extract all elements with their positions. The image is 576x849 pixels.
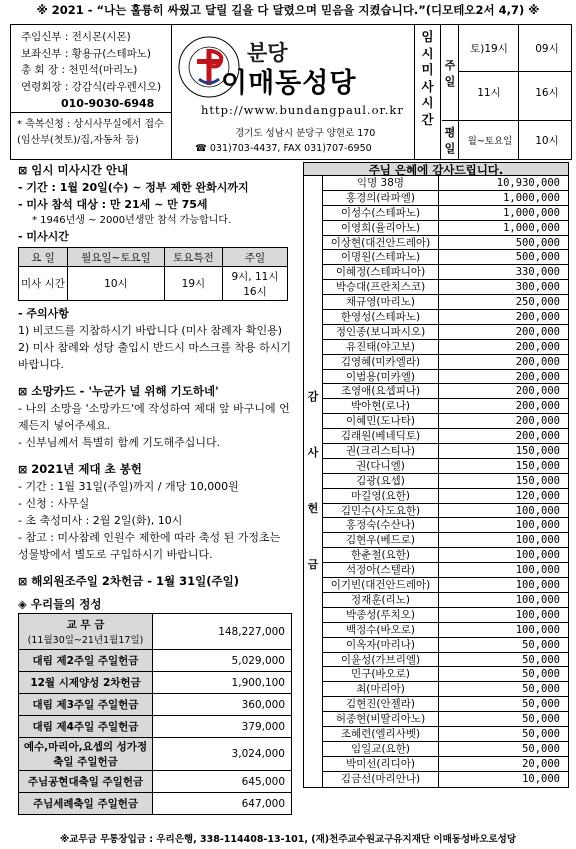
sunday-slot-3: 11시: [477, 87, 501, 99]
parish-phone: ☎ 031)703-4437, FAX 031)707-6950: [195, 143, 372, 154]
donation-amount: 100,000: [515, 534, 560, 547]
office-notice: [11, 112, 171, 149]
parish-url[interactable]: http://www.bundangpaul.or.kr: [201, 103, 404, 117]
temp-mass-birthyears: * 1946년생 ~ 2000년생만 참석 가능합니다.: [32, 215, 232, 226]
donations-panel: [303, 162, 569, 788]
donation-amount: 10,000: [522, 772, 560, 785]
donation-amount: 150,000: [515, 474, 560, 487]
offering-amount-0: 148,227,000: [153, 614, 292, 650]
donor-name: 마길영(요한): [323, 489, 439, 503]
donor-name: 허종현(비딸리아노): [323, 712, 439, 726]
donation-amount: 1,000,000: [503, 221, 560, 234]
offering-amount-6: 645,000: [153, 771, 292, 793]
offering-label-4: 대림 제4주일 주일헌금: [19, 716, 153, 738]
donation-amount: 50,000: [522, 727, 560, 740]
donation-amount: 1,000,000: [503, 206, 560, 219]
office-notice-line2: (임산부(첫토)/집,자동차 등): [17, 135, 139, 146]
donation-row: [323, 712, 568, 727]
donor-name: 이상현(대건안드레아): [323, 236, 439, 250]
offering-label-1: 대림 제2주일 주일헌금: [19, 650, 153, 672]
offering-amount-3: 360,000: [153, 694, 292, 716]
donation-amount: 200,000: [515, 311, 560, 324]
donation-amount: 200,000: [515, 370, 560, 383]
donation-amount: 150,000: [515, 445, 560, 458]
donation-amount: 50,000: [522, 713, 560, 726]
weekday-time: 10시: [535, 135, 559, 147]
donation-row: [323, 310, 568, 325]
offering-amount-5: 3,024,000: [153, 738, 292, 771]
donation-row: [323, 295, 568, 310]
donor-name: 이윤성(가브리엘): [323, 653, 439, 667]
donor-name: 채규영(마리노): [323, 295, 439, 309]
sched-header-day: 요 일: [19, 248, 68, 267]
donation-amount: 50,000: [522, 683, 560, 696]
donation-amount: 50,000: [522, 698, 560, 711]
donation-row: [323, 667, 568, 682]
donation-amount: 200,000: [515, 340, 560, 353]
donor-name: 김래원(베네딕토): [323, 429, 439, 443]
donation-row: [323, 623, 568, 638]
donation-row: [323, 578, 568, 593]
section-offerings: ◈ 우리들의 정성: [18, 597, 102, 611]
temp-mass-period: - 기간 : 1월 20일(수) ~ 정부 제한 완화시까지: [18, 181, 249, 194]
donor-name: 이영희(율리아노): [323, 221, 439, 235]
donor-name: 석정아(스텔라): [323, 563, 439, 577]
donation-amount: 500,000: [515, 251, 560, 264]
sunday-slot-1: 토)19시: [470, 43, 508, 55]
donor-name: 조혜련(엘리사벳): [323, 727, 439, 741]
donor-name: 한영성(스테파노): [323, 310, 439, 324]
parish-address: 경기도 성남시 분당구 양현로 170: [235, 128, 376, 139]
donation-amount: 250,000: [515, 296, 560, 309]
sched-weekday-time: 10시: [68, 267, 165, 301]
parish-name-short: 분당: [247, 41, 288, 65]
donation-row: [323, 504, 568, 519]
donor-name: 김영혜(미카엘라): [323, 355, 439, 369]
donor-name: 박승대(프란치스코): [323, 280, 439, 294]
donation-row: [323, 697, 568, 712]
candle-apply: - 신청 : 사무실: [18, 497, 90, 510]
donation-amount: 1,000,000: [503, 191, 560, 204]
offering-label-3: 대림 제3주일 주일헌금: [19, 694, 153, 716]
donation-row: [323, 608, 568, 623]
donation-amount: 100,000: [515, 579, 560, 592]
donation-row: [323, 176, 568, 191]
donor-name: 김현우(베드로): [323, 533, 439, 547]
staff-assistant: 보좌신부 : 황용규(스테파노): [21, 47, 151, 60]
donation-amount: 300,000: [515, 281, 560, 294]
donor-name: 이옥자(마리나): [323, 638, 439, 652]
donation-row: [323, 399, 568, 414]
candle-note: - 참고 : 미사참례 인원수 제한에 따라 축성 된 가정초는 성물방에서 별도로 구입하시기 바랍니다.: [18, 531, 281, 561]
donation-amount: 200,000: [515, 430, 560, 443]
donation-row: [323, 384, 568, 399]
mass-schedule-table: [18, 247, 288, 301]
donor-name: 김금선(마리안나): [323, 772, 439, 787]
donation-row: [323, 340, 568, 355]
donor-name: 권(다니엘): [323, 459, 439, 473]
donation-amount: 120,000: [515, 489, 560, 502]
donation-row: [323, 772, 568, 787]
donation-amount: 100,000: [515, 608, 560, 621]
donor-name: 한춘철(요한): [323, 548, 439, 562]
donations-title: 주님 은혜에 감사드립니다.: [303, 162, 569, 176]
weekday-label: 평 일: [442, 121, 459, 159]
donation-amount: 100,000: [515, 504, 560, 517]
footer-account-info: ※교무금 무통장입금 : 우리은행, 338-114408-13-101, (재)천주교수원교구유지재단 이매동성바오로성당: [60, 834, 516, 845]
donation-amount: 10,930,000: [496, 177, 560, 189]
temp-mass-times-heading: - 미사시간: [18, 230, 69, 243]
offering-amount-4: 379,000: [153, 716, 292, 738]
staff-funeral: 연령회장 : 강감식(라우렌시오): [21, 80, 162, 93]
weekday-days: 월~토요일: [467, 136, 513, 147]
donor-name: 이명원(스테파노): [323, 250, 439, 264]
donor-name: 권(크리스티나): [323, 444, 439, 458]
donor-name: 박아현(로나): [323, 399, 439, 413]
donation-row: [323, 742, 568, 757]
donation-row: [323, 563, 568, 578]
sched-header-saturday: 토요특전: [164, 248, 222, 267]
donation-amount: 50,000: [522, 653, 560, 666]
donation-row: [323, 459, 568, 474]
sched-header-sunday: 주일: [223, 248, 288, 267]
donation-row: [323, 444, 568, 459]
donor-name: 이혜민(도나타): [323, 414, 439, 428]
sunday-slot-4: 16시: [535, 87, 559, 99]
donation-amount: 50,000: [522, 742, 560, 755]
offering-label-2: 12월 시제양성 2차헌금: [19, 672, 153, 694]
donation-row: [323, 593, 568, 608]
note-2: 2) 미사 참례와 성당 출입시 반드시 마스크를 착용 하시기 바랍니다.: [18, 341, 292, 371]
donor-name: 이혜정(스테파니아): [323, 265, 439, 279]
motto-banner: ※ 2021 - “나는 훌륭히 싸웠고 달릴 길을 다 달렸으며 믿음을 지켰습니다.”(디모테오2서 4,7) ※: [36, 3, 540, 17]
temp-mass-eligibility: - 미사 참석 대상 : 만 21세 ~ 만 75세: [18, 198, 208, 211]
donation-amount: 150,000: [515, 459, 560, 472]
candle-blessing: - 초 축성미사 : 2월 2일(화), 10시: [18, 514, 183, 527]
donation-row: [323, 355, 568, 370]
donation-amount: 200,000: [515, 400, 560, 413]
donor-name: 최(마리아): [323, 682, 439, 696]
donor-name: 정재훈(리노): [323, 593, 439, 607]
donor-name: 정인종(보니파시오): [323, 325, 439, 339]
donation-row: [323, 757, 568, 772]
donation-amount: 100,000: [515, 549, 560, 562]
donation-amount: 200,000: [515, 355, 560, 368]
donation-row: [323, 414, 568, 429]
donation-amount: 200,000: [515, 415, 560, 428]
donation-amount: 330,000: [515, 266, 560, 279]
donor-name: 임일교(요한): [323, 742, 439, 756]
donation-row: [323, 236, 568, 251]
parish-name: 이매동성당: [221, 68, 357, 99]
donor-name: 박미선(리디아): [323, 757, 439, 771]
donation-amount: 200,000: [515, 325, 560, 338]
donor-name: 김민수(사도요한): [323, 504, 439, 518]
donation-row: [323, 325, 568, 340]
donation-amount: 100,000: [515, 623, 560, 636]
sunday-group: [442, 25, 572, 121]
offering-amount-7: 647,000: [153, 793, 292, 815]
donation-amount: 100,000: [515, 519, 560, 532]
offerings-table: [18, 613, 292, 815]
donor-name: 이기빈(대건안드레아): [323, 578, 439, 592]
donor-name: 김현진(안젤라): [323, 697, 439, 711]
staff-president: 총 회 장 : 천민석(마리노): [21, 64, 138, 76]
donation-row: [323, 221, 568, 236]
candle-period: - 기간 : 1월 31일(주일)까지 / 개당 10,000원: [18, 480, 239, 493]
donation-amount: 200,000: [515, 385, 560, 398]
notes-title: - 주의사항: [18, 307, 69, 320]
offering-label-6: 주님공현대축일 주일헌금: [19, 771, 153, 793]
donation-amount: 50,000: [522, 668, 560, 681]
section-temp-mass: ⊠ 임시 미사시간 안내: [18, 163, 129, 177]
sunday-label: 주 일: [442, 25, 459, 120]
offering-amount-2: 1,900,100: [153, 672, 292, 694]
sched-header-weekday: 월요일~토요일: [68, 248, 165, 267]
wish-card-line2: - 신부님께서 특별히 함께 기도해주십니다.: [18, 436, 221, 449]
donor-name: 유진태(야고보): [323, 340, 439, 354]
donation-amount: 100,000: [515, 564, 560, 577]
donor-name: 민구(바오로): [323, 667, 439, 681]
header-box: [10, 24, 572, 160]
offering-amount-1: 5,029,000: [153, 650, 292, 672]
donations-table: [303, 176, 569, 788]
staff-priest: 주임신부 : 전시몬(시몬): [21, 31, 131, 43]
donation-row: [323, 370, 568, 385]
offering-label-5: 예수,마리아,요셉의 성가정축일 주일헌금: [19, 738, 153, 771]
donation-row: [323, 682, 568, 697]
donation-row: [323, 489, 568, 504]
donation-amount: 500,000: [515, 236, 560, 249]
donation-amount: 50,000: [522, 638, 560, 651]
sched-sunday-time: 9시, 11시 16시: [223, 267, 288, 301]
office-notice-line1: * 축복신청 : 상시사무실에서 접수: [17, 119, 164, 130]
donation-row: [323, 518, 568, 533]
donations-side-label: 감 사 헌 금: [304, 176, 323, 787]
wish-card-line1: - 나의 소망을 '소망카드'에 작성하여 제대 앞 바구니에 언제든지 넣어주세요.: [18, 402, 290, 432]
donation-row: [323, 265, 568, 280]
donation-row: [323, 638, 568, 653]
donation-row: [323, 653, 568, 668]
donor-name: 홍경의(라파엘): [323, 191, 439, 205]
donor-name: 홍정숙(수산나): [323, 518, 439, 532]
donor-name: 박종성(루치오): [323, 608, 439, 622]
sched-row-label: 미사 시간: [19, 267, 68, 301]
donor-name: 익명 38명: [323, 176, 439, 190]
donation-amount: 20,000: [522, 757, 560, 770]
temporary-mass-table: [414, 25, 572, 159]
donation-amount: 100,000: [515, 593, 560, 606]
section-wish-card: ⊠ 소망카드 - '누군가 널 위해 기도하네': [18, 384, 219, 398]
donor-name: 조영애(요셉피나): [323, 384, 439, 398]
donor-name: 이성수(스테파노): [323, 206, 439, 220]
donation-row: [323, 474, 568, 489]
note-1: 1) 비코드를 지참하시기 바랍니다 (미사 참례자 확인용): [18, 324, 282, 337]
sunday-slot-2: 09시: [535, 43, 559, 55]
staff-phone: 010-9030-6948: [61, 97, 155, 110]
donor-name: 김광(요셉): [323, 474, 439, 488]
donor-name: 이범용(미카엘): [323, 370, 439, 384]
section-candle: ⊠ 2021년 제대 초 봉헌: [18, 462, 142, 476]
donation-row: [323, 533, 568, 548]
donation-row: [323, 727, 568, 742]
offering-label-7: 주님세례축일 주일헌금: [19, 793, 153, 815]
mass-table-title: 임 시 미 사 시 간: [415, 25, 441, 159]
donation-row: [323, 429, 568, 444]
donation-row: [323, 206, 568, 221]
donation-row: [323, 250, 568, 265]
section-overseas-aid: ⊠ 해외원조주일 2차헌금 - 1월 31일(주일): [18, 574, 239, 588]
donor-name: 백정수(바오로): [323, 623, 439, 637]
donation-row: [323, 191, 568, 206]
offering-label-0: 교 무 금 (11월30일~21년1월17일): [19, 614, 153, 650]
donation-row: [323, 548, 568, 563]
staff-block: [11, 25, 172, 159]
sched-saturday-time: 19시: [164, 267, 222, 301]
donation-row: [323, 280, 568, 295]
weekday-group: [442, 121, 572, 159]
left-column: [18, 162, 293, 815]
